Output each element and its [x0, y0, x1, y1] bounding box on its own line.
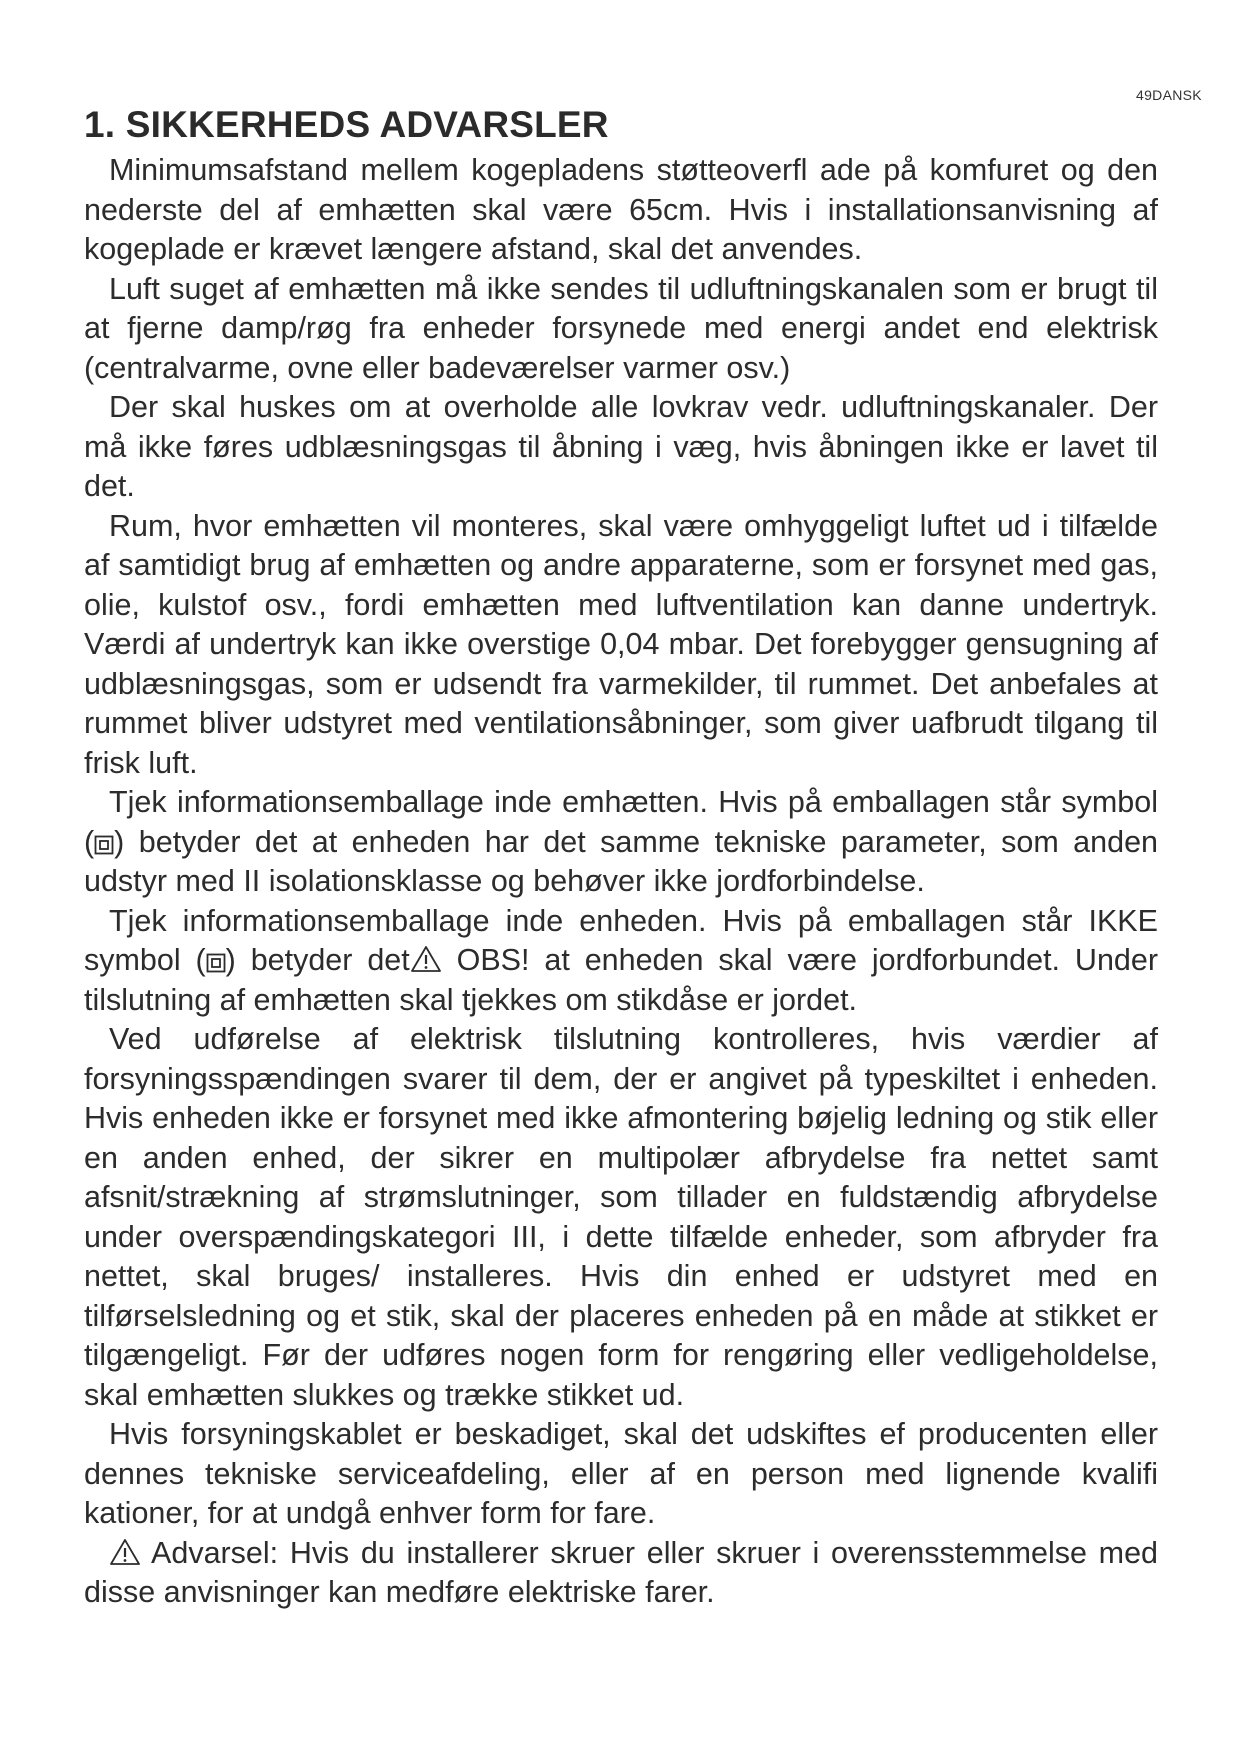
paragraph-text: Tjek informationsemballage inde enheden. Hvis på emballagen står IKKE symbol ( — [84, 903, 1158, 977]
double-square-class-ii-icon — [94, 835, 114, 855]
paragraph-text: ) betyder det — [225, 943, 410, 977]
page-heading: 1. SIKKERHEDS ADVARSLER — [84, 104, 609, 145]
paragraph-room-ventilation — [84, 507, 1158, 784]
warning-triangle-icon — [410, 945, 442, 973]
paragraph-text: ) betyder det at enheden har det samme tekniske parameter, som anden udstyr med II isolationsklasse og behøver ikke jordforbindelse. — [84, 824, 1158, 898]
paragraph-supply-cable — [84, 1415, 1158, 1534]
paragraph-warning — [84, 1534, 1158, 1613]
warning-triangle-icon — [109, 1538, 141, 1566]
paragraph-class-ii-symbol — [84, 783, 1158, 902]
paragraph-minimum-distance — [84, 151, 1158, 270]
paragraph-grounding — [84, 902, 1158, 1021]
paragraph-text: Rum, hvor emhætten vil monteres, skal være omhyggeligt luftet ud i tilfælde af samtidigt brug af emhætten og andre apparaterne, som er forsynet med gas, olie, kulstof osv., fordi emhætten med luftventilation kan danne undertryk. Værdi af undertryk kan ikke overstige 0,04 mbar. Det forebygger gensugning af udblæsningsgas, som er udsendt fra varmekilder, til rummet. Det anbefales at rummet bliver udstyret med ventilationsåbninger, som giver uafbrudt tilgang til frisk luft. — [84, 508, 1158, 780]
paragraph-text: Tjek informationsemballage inde emhætten. Hvis på emballagen står symbol ( — [84, 785, 1158, 859]
paragraph-legal-requirements — [84, 388, 1158, 507]
paragraph-text: Minimumsafstand mellem kogepladens støtteoverfl ade på komfuret og den nederste del af emhætten skal være 65cm. Hvis i installationsanvisning af kogeplade er krævet længere afstand, skal det anvendes. — [84, 153, 1158, 266]
paragraph-text: Luft suget af emhætten må ikke sendes til udluftningskanalen som er brugt til at fjerne damp/røg fra enheder forsynede med energi andet end elektrisk (centralvarme, ovne eller badeværelser varmer osv.) — [84, 271, 1158, 385]
paragraph-text: Hvis forsyningskablet er beskadiget, skal det udskiftes ef producenten eller dennes tekniske serviceafdeling, eller af en person med lignende kvalifi kationer, for at undgå enhver form for fare. — [84, 1417, 1158, 1530]
paragraph-text: Der skal huskes om at overholde alle lovkrav vedr. udluftningskanaler. Der må ikke føres udblæsningsgas til åbning i væg, hvis åbningen ikke er lavet til det. — [84, 390, 1158, 503]
paragraph-text: Ved udførelse af elektrisk tilslutning kontrolleres, hvis værdier af forsyningsspændingen svarer til dem, der er angivet på typeskiltet i enheden. Hvis enheden ikke er forsynet med ikke afmontering bøjelig ledning og stik eller en anden enhed, der sikrer en multipolær afbrydelse fra nettet samt afsnit/strækning af strømslutninger, som tillader en fuldstændig afbrydelse under overspændingskategori III, i dette tilfælde enheder, som afbryder fra nettet, skal bruges/ installeres. Hvis din enhed er udstyret med en tilførselsledning og et stik, skal der placeres enheden på en måde at stikket er tilgængeligt. Før der udføres nogen form for rengøring eller vedligeholdelse, skal emhætten slukkes og trække stikket ud. — [84, 1022, 1158, 1412]
page-number: 49DANSK — [1136, 87, 1202, 103]
paragraph-text: OBS! at enheden skal være jordforbundet. Under tilslutning af emhætten skal tjekkes om stikdåse er jordet. — [84, 943, 1158, 1017]
paragraph-air-extraction — [84, 270, 1158, 389]
paragraph-electrical-connection — [84, 1020, 1158, 1415]
paragraph-text: Advarsel: Hvis du installerer skruer eller skruer i overensstemmelse med disse anvisninger kan medføre elektriske farer. — [84, 1535, 1158, 1609]
document-body — [84, 151, 1158, 1613]
double-square-class-ii-icon — [206, 953, 226, 973]
